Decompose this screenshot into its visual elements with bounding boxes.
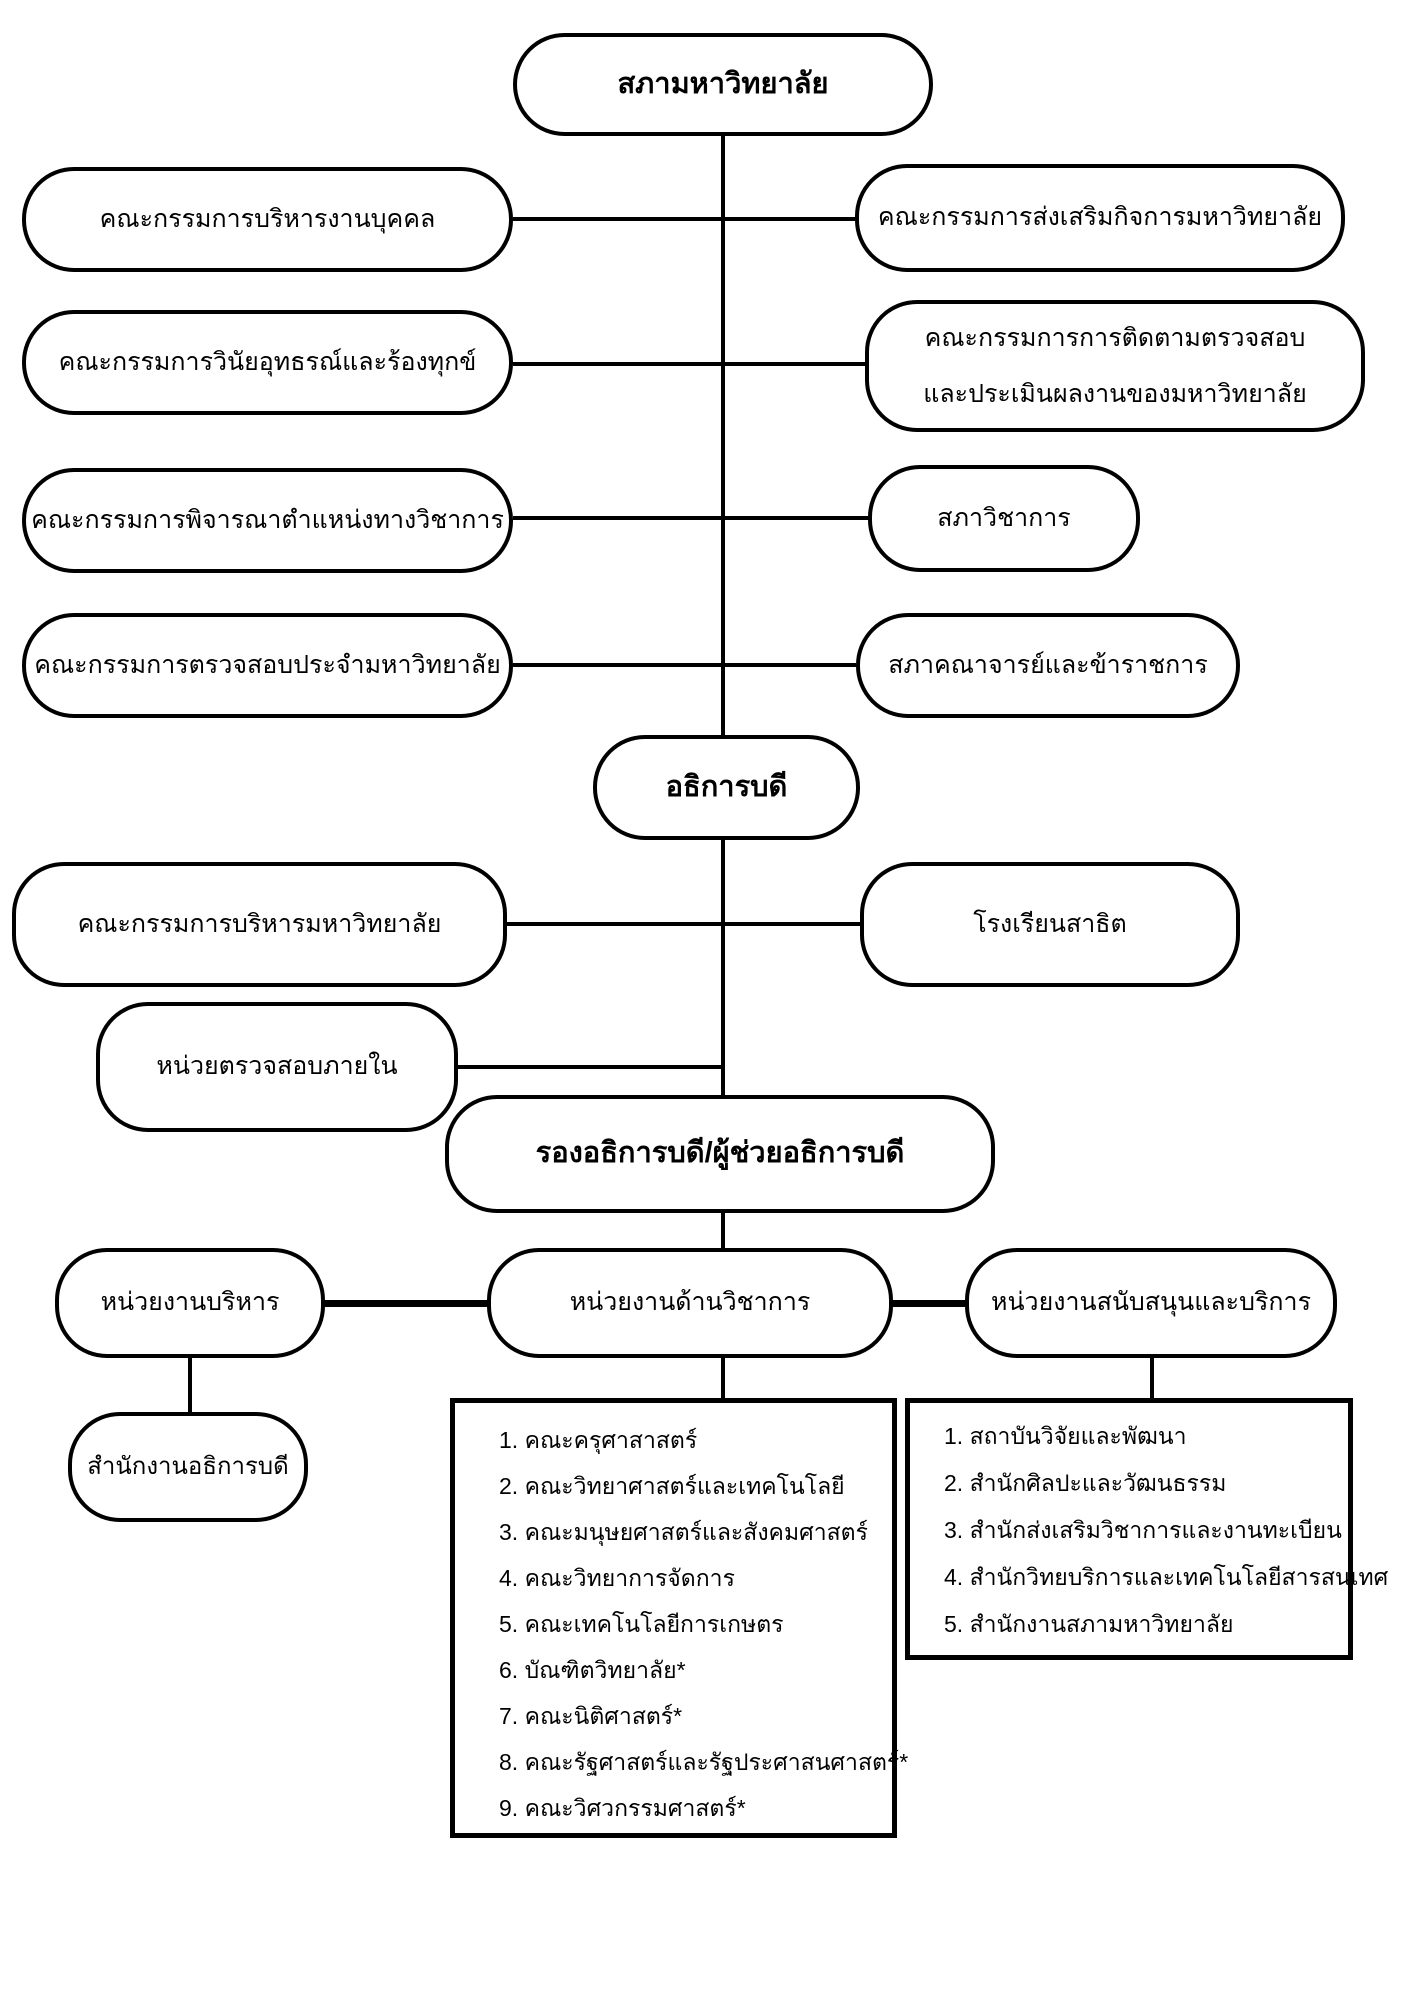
academic-council-label: สภาวิชาการ xyxy=(937,503,1071,532)
faculty-item-5: 5. คณะเทคโนโลยีการเกษตร xyxy=(499,1611,784,1637)
discipline-committee-node xyxy=(22,310,513,415)
row1-connector-line xyxy=(513,217,855,221)
trunk-line xyxy=(721,136,725,1095)
academic-units-label: หน่วยงานด้านวิชาการ xyxy=(569,1288,811,1317)
academic-position-committee-label: คณะกรรมการพิจารณาตำแหน่งทางวิชาการ xyxy=(31,505,504,534)
office-item-5: 5. สำนักงานสภามหาวิทยาลัย xyxy=(944,1611,1234,1637)
president-office-label: สำนักงานอธิการบดี xyxy=(87,1452,289,1480)
academic-units-drop-line xyxy=(721,1358,725,1398)
faculty-item-7: 7. คณะนิติศาสตร์* xyxy=(499,1703,683,1729)
support-units-node xyxy=(965,1248,1337,1358)
personnel-committee-label: คณะกรรมการบริหารงานบุคคล xyxy=(99,204,436,233)
monitoring-committee-node xyxy=(865,300,1365,432)
monitoring-committee-label-line1: คณะกรรมการการติดตามตรวจสอบ xyxy=(924,324,1306,352)
vice-president-node xyxy=(445,1095,995,1213)
admin-committee-node xyxy=(12,862,507,987)
discipline-committee-label: คณะกรรมการวินัยอุทธรณ์และร้องทุกข์ xyxy=(58,347,477,376)
row3-connector-line xyxy=(513,516,868,520)
admin-committee-label: คณะกรรมการบริหารมหาวิทยาลัย xyxy=(77,909,442,938)
support-units-label: หน่วยงานสนับสนุนและบริการ xyxy=(990,1288,1311,1317)
academic-position-committee-node xyxy=(22,468,513,573)
admin-academic-bar-line xyxy=(325,1300,487,1307)
support-units-drop-line xyxy=(1150,1358,1154,1398)
academic-support-bar-line xyxy=(893,1300,965,1307)
office-item-3: 3. สำนักส่งเสริมวิชาการและงานทะเบียน xyxy=(944,1517,1342,1543)
row4-connector-line xyxy=(513,663,856,667)
demonstration-school-label: โรงเรียนสาธิต xyxy=(973,909,1127,938)
university-council-node xyxy=(513,33,933,136)
faculty-item-2: 2. คณะวิทยาศาสตร์และเทคโนโลยี xyxy=(499,1473,845,1499)
faculty-senate-label: สภาคณาจารย์และข้าราชการ xyxy=(888,650,1208,679)
faculty-senate-node xyxy=(856,613,1240,718)
internal-audit-unit-label: หน่วยตรวจสอบภายใน xyxy=(156,1052,398,1081)
academic-council-node xyxy=(868,465,1140,572)
university-audit-committee-node xyxy=(22,613,513,718)
vice-president-to-units-line xyxy=(721,1213,725,1248)
offices-list xyxy=(905,1398,1389,1660)
personnel-committee-node xyxy=(22,167,513,272)
admin-units-node xyxy=(55,1248,325,1358)
president-node xyxy=(593,735,860,840)
row5-connector-line xyxy=(507,922,860,926)
vice-president-label: รองอธิการบดี/ผู้ช่วยอธิการบดี xyxy=(535,1137,905,1170)
internal-audit-connector-line xyxy=(458,1065,725,1069)
faculty-item-4: 4. คณะวิทยาการจัดการ xyxy=(499,1565,735,1591)
demonstration-school-node xyxy=(860,862,1240,987)
faculty-item-1: 1. คณะครุศาสาสตร์ xyxy=(499,1427,698,1453)
academic-units-node xyxy=(487,1248,893,1358)
row2-connector-line xyxy=(513,362,865,366)
monitoring-committee-label-line2: และประเมินผลงานของมหาวิทยาลัย xyxy=(923,380,1307,408)
president-label: อธิการบดี xyxy=(665,770,788,803)
faculty-item-9: 9. คณะวิศวกรรมศาสตร์* xyxy=(499,1795,746,1821)
admin-units-drop-line xyxy=(188,1358,192,1412)
faculties-list xyxy=(450,1398,909,1838)
promotion-committee-node xyxy=(855,164,1345,272)
internal-audit-unit-node xyxy=(96,1002,458,1132)
admin-units-label: หน่วยงานบริหาร xyxy=(100,1288,280,1317)
office-item-2: 2. สำนักศิลปะและวัฒนธรรม xyxy=(944,1470,1227,1496)
promotion-committee-label: คณะกรรมการส่งเสริมกิจการมหาวิทยาลัย xyxy=(877,203,1323,232)
office-item-1: 1. สถาบันวิจัยและพัฒนา xyxy=(944,1423,1187,1449)
faculty-item-6: 6. บัณฑิตวิทยาลัย* xyxy=(499,1657,686,1683)
university-council-label: สภามหาวิทยาลัย xyxy=(617,67,829,100)
office-item-4: 4. สำนักวิทยบริการและเทคโนโลยีสารสนเทศ xyxy=(944,1564,1389,1590)
faculty-item-3: 3. คณะมนุษยศาสตร์และสังคมศาสตร์ xyxy=(499,1519,868,1545)
president-office-node xyxy=(68,1412,308,1522)
university-audit-committee-label: คณะกรรมการตรวจสอบประจำมหาวิทยาลัย xyxy=(34,650,501,679)
faculty-item-8: 8. คณะรัฐศาสตร์และรัฐประศาสนศาสตร์* xyxy=(499,1749,909,1775)
